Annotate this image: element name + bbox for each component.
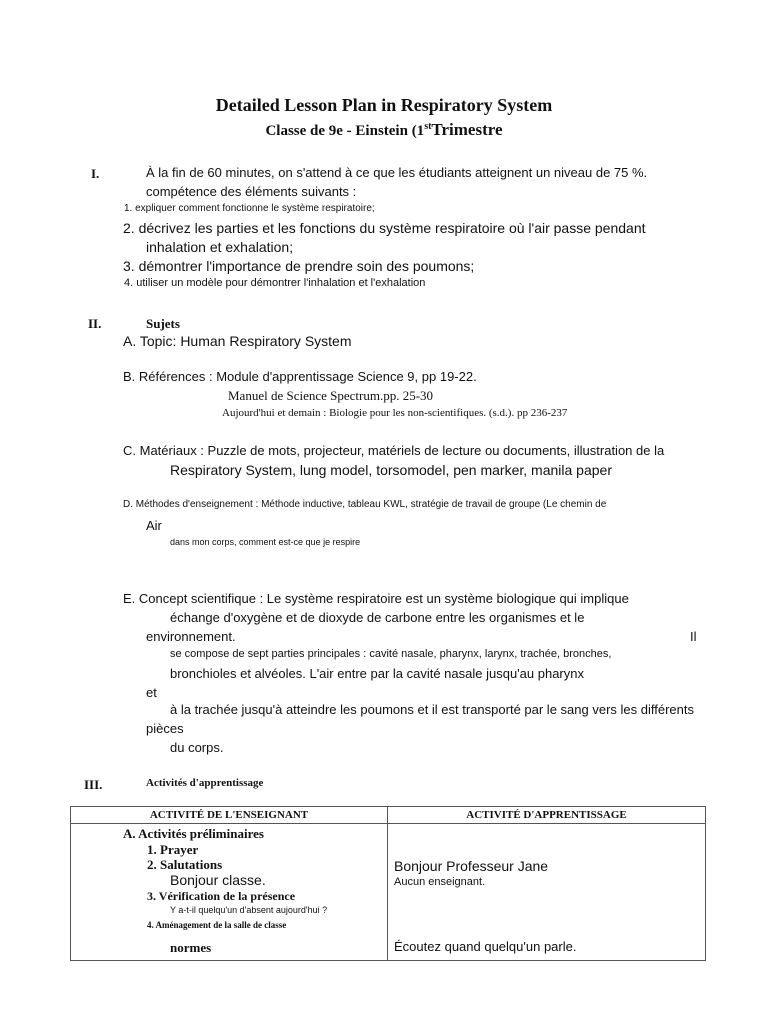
classroom-arrangement-item: 4. Aménagement de la salle de classe — [147, 920, 287, 930]
section-2-numeral: II. — [88, 316, 102, 331]
materials-line-2: Respiratory System, lung model, torsomodel, pen marker, manila paper — [170, 462, 612, 478]
topic-line: A. Topic: Human Respiratory System — [123, 333, 352, 349]
concept-line-5: bronchioles et alvéoles. L'air entre par la cavité nasale jusqu'au pharynx — [170, 666, 584, 681]
objective-item-3: 3. démontrer l'importance de prendre soin des poumons; — [123, 258, 475, 274]
activities-table — [70, 806, 706, 961]
concept-line-3a: environnement. — [146, 629, 236, 644]
objective-item-1: 1. expliquer comment fonctionne le système respiratoire; — [124, 203, 375, 214]
concept-line-2: échange d'oxygène et de dioxyde de carbone entre les organismes et le — [170, 610, 585, 625]
attendance-item: 3. Vérification de la présence — [147, 889, 296, 903]
concept-line-1: E. Concept scientifique : Le système respiratoire est un système biologique qui implique — [123, 591, 629, 606]
learning-activity-cell — [388, 824, 706, 961]
concept-line-4: se compose de sept parties principales : cavité nasale, pharynx, larynx, trachée, bronches, — [170, 648, 612, 660]
section-3-numeral: III. — [84, 777, 103, 792]
page-subtitle — [0, 120, 768, 140]
prayer-item: 1. Prayer — [147, 842, 199, 857]
concept-line-8: pièces — [146, 721, 184, 736]
greetings-item: 2. Salutations — [147, 857, 223, 872]
section-1-numeral: I. — [91, 166, 100, 181]
preliminary-activities: A. Activités préliminaires — [123, 826, 264, 841]
concept-line-3b: Il — [690, 629, 697, 644]
table-row — [71, 824, 706, 961]
section-2-heading: Sujets — [146, 316, 180, 331]
materials-line-1: C. Matériaux : Puzzle de mots, projecteur, matériels de lecture ou documents, illustration de la — [123, 443, 665, 458]
subtitle-suffix: Trimestre — [431, 120, 503, 139]
concept-line-9: du corps. — [170, 740, 224, 755]
objective-item-4: 4. utiliser un modèle pour démontrer l'inhalation et l'exhalation — [124, 277, 426, 289]
references-line-2: Manuel de Science Spectrum.pp. 25-30 — [228, 388, 434, 403]
student-norms-response: Écoutez quand quelqu'un parle. — [394, 939, 577, 954]
norms-text: normes — [170, 940, 212, 955]
objective-intro-1: À la fin de 60 minutes, on s'attend à ce que les étudiants atteignent un niveau de 75 %. — [146, 165, 648, 180]
page-title: Detailed Lesson Plan in Respiratory System — [215, 95, 553, 115]
attendance-text: Y a-t-il quelqu'un d'absent aujourd'hui ? — [170, 905, 328, 915]
table-header-row — [71, 807, 706, 824]
concept-line-6: et — [146, 685, 157, 700]
student-attendance-response: Aucun enseignant. — [394, 876, 486, 888]
teacher-activity-cell — [71, 824, 388, 961]
objective-intro-2: compétence des éléments suivants : — [146, 184, 357, 199]
learning-activity-header: ACTIVITÉ D'APPRENTISSAGE — [388, 807, 706, 824]
section-3-heading: Activités d'apprentissage — [146, 777, 264, 789]
objective-item-2-line-2: inhalation et exhalation; — [146, 239, 294, 255]
methods-line-2: Air — [146, 518, 162, 533]
concept-line-7: à la trachée jusqu'à atteindre les poumons et il est transporté par le sang vers les différents — [170, 702, 694, 717]
references-line-1: B. Références : Module d'apprentissage Science 9, pp 19-22. — [123, 369, 477, 384]
objective-item-2-line-1: 2. décrivez les parties et les fonctions du système respiratoire où l'air passe pendant — [123, 220, 646, 236]
greetings-text: Bonjour classe. — [170, 872, 266, 888]
methods-line-3: dans mon corps, comment est-ce que je respire — [170, 537, 361, 547]
methods-line-1: D. Méthodes d'enseignement : Méthode inductive, tableau KWL, stratégie de travail de groupe (Le chemin de — [123, 499, 607, 510]
references-line-3: Aujourd'hui et demain : Biologie pour les non-scientifiques. (s.d.). pp 236-237 — [222, 407, 568, 419]
teacher-activity-header: ACTIVITÉ DE L'ENSEIGNANT — [71, 807, 388, 824]
subtitle-sup: st — [424, 121, 432, 132]
student-greeting-response: Bonjour Professeur Jane — [394, 858, 549, 874]
subtitle-prefix: Classe de 9e - Einstein (1 — [265, 123, 425, 139]
